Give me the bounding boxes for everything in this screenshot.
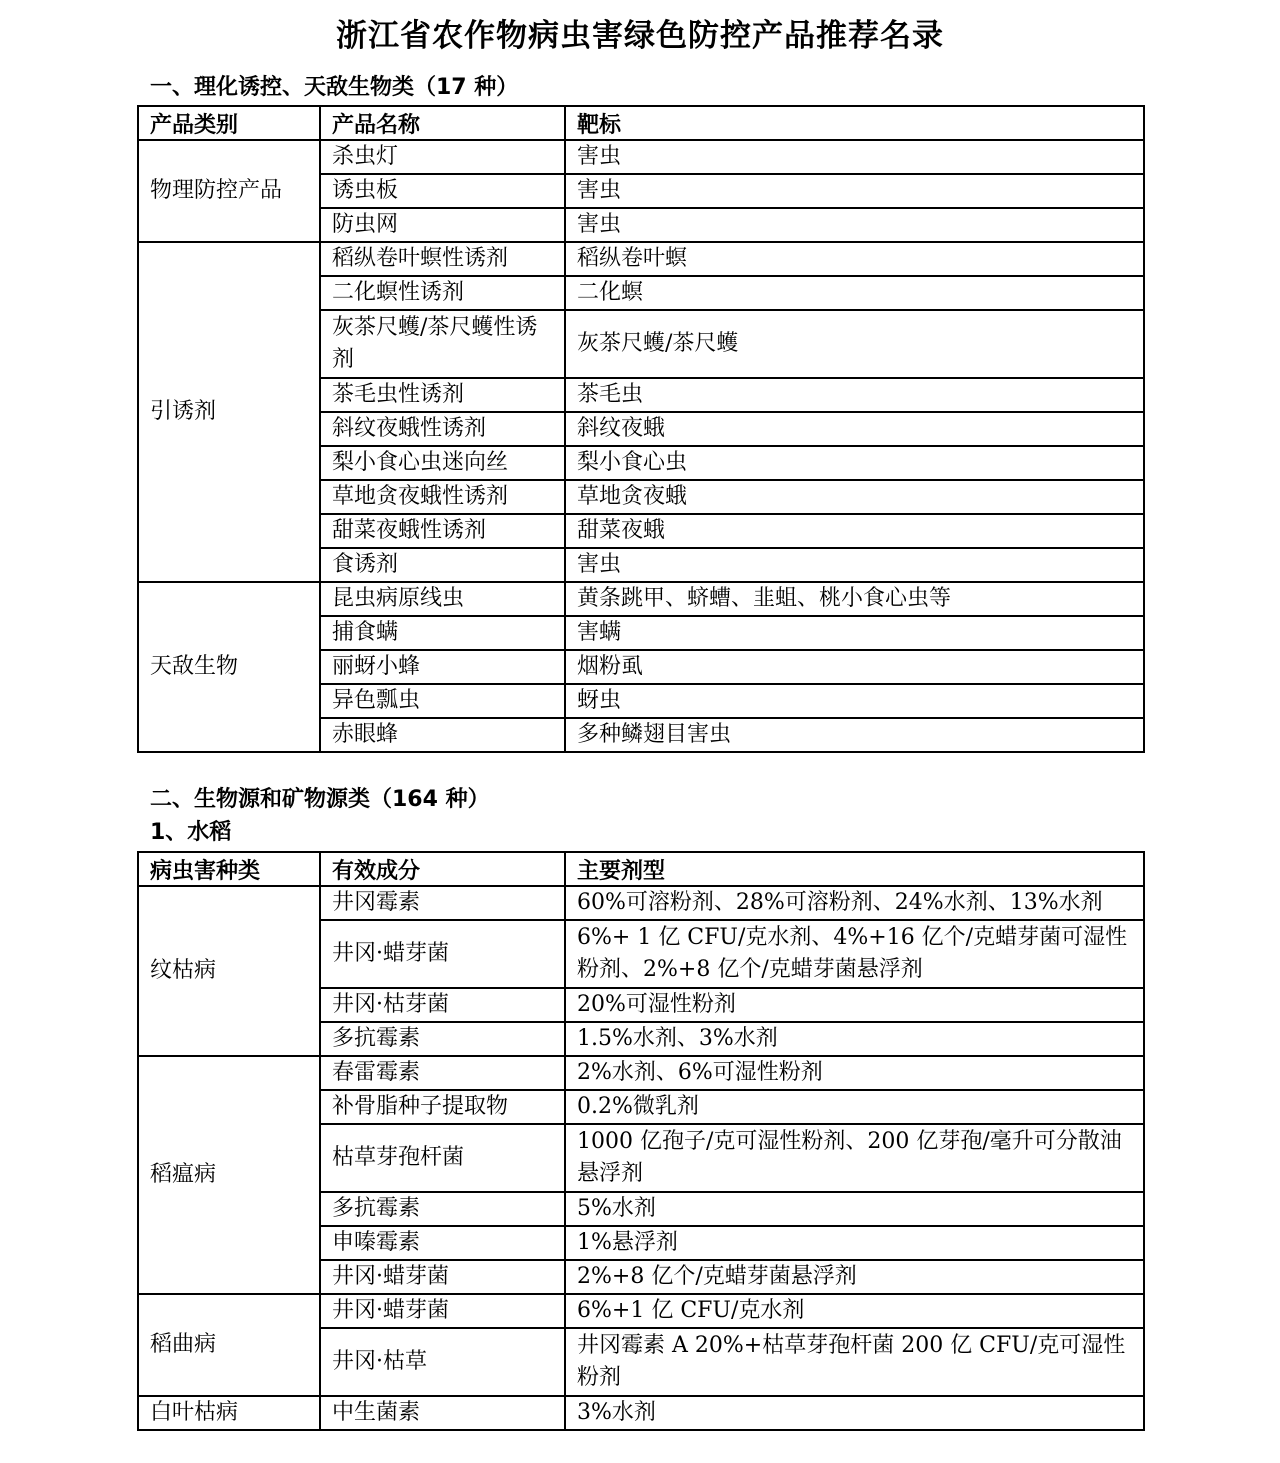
target-cell: 害虫 xyxy=(565,174,1144,208)
ingredient-cell: 井冈·枯芽菌 xyxy=(320,988,565,1022)
header-product-name: 产品名称 xyxy=(320,106,565,140)
ingredient-cell: 井冈·蜡芽菌 xyxy=(320,920,565,988)
formulation-cell: 3%水剂 xyxy=(565,1396,1144,1430)
ingredient-cell: 多抗霉素 xyxy=(320,1022,565,1056)
table-rice-biopesticides xyxy=(137,851,1145,1431)
target-cell: 茶毛虫 xyxy=(565,378,1144,412)
product-name-cell: 草地贪夜蛾性诱剂 xyxy=(320,480,565,514)
ingredient-cell: 井冈·蜡芽菌 xyxy=(320,1294,565,1328)
formulation-cell: 1%悬浮剂 xyxy=(565,1226,1144,1260)
formulation-cell: 6%+1 亿 CFU/克水剂 xyxy=(565,1294,1144,1328)
formulation-cell: 20%可湿性粉剂 xyxy=(565,988,1144,1022)
table-row xyxy=(138,582,1144,616)
target-cell: 害虫 xyxy=(565,140,1144,174)
pest-cell: 稻瘟病 xyxy=(138,1056,320,1294)
target-cell: 灰茶尺蠖/茶尺蠖 xyxy=(565,310,1144,378)
formulation-cell: 2%水剂、6%可湿性粉剂 xyxy=(565,1056,1144,1090)
product-name-cell: 茶毛虫性诱剂 xyxy=(320,378,565,412)
target-cell: 草地贪夜蛾 xyxy=(565,480,1144,514)
header-pest-type: 病虫害种类 xyxy=(138,852,320,886)
ingredient-cell: 申嗪霉素 xyxy=(320,1226,565,1260)
section2-subheading: 1、水稻 xyxy=(150,820,232,845)
table-header-row xyxy=(138,852,1144,886)
target-cell: 斜纹夜蛾 xyxy=(565,412,1144,446)
ingredient-cell: 井冈霉素 xyxy=(320,886,565,920)
header-active-ingredient: 有效成分 xyxy=(320,852,565,886)
section1-heading: 一、理化诱控、天敌生物类（17 种） xyxy=(150,75,519,100)
ingredient-cell: 井冈·枯草 xyxy=(320,1328,565,1396)
table-row xyxy=(138,1056,1144,1090)
product-name-cell: 食诱剂 xyxy=(320,548,565,582)
ingredient-cell: 春雷霉素 xyxy=(320,1056,565,1090)
target-cell: 黄条跳甲、蛴螬、韭蛆、桃小食心虫等 xyxy=(565,582,1144,616)
product-name-cell: 异色瓢虫 xyxy=(320,684,565,718)
target-cell: 多种鳞翅目害虫 xyxy=(565,718,1144,752)
header-target: 靶标 xyxy=(565,106,1144,140)
product-name-cell: 二化螟性诱剂 xyxy=(320,276,565,310)
target-cell: 二化螟 xyxy=(565,276,1144,310)
target-cell: 害虫 xyxy=(565,548,1144,582)
section2-heading: 二、生物源和矿物源类（164 种） xyxy=(150,787,490,812)
target-cell: 稻纵卷叶螟 xyxy=(565,242,1144,276)
target-cell: 甜菜夜蛾 xyxy=(565,514,1144,548)
product-name-cell: 稻纵卷叶螟性诱剂 xyxy=(320,242,565,276)
product-name-cell: 昆虫病原线虫 xyxy=(320,582,565,616)
target-cell: 烟粉虱 xyxy=(565,650,1144,684)
target-cell: 梨小食心虫 xyxy=(565,446,1144,480)
category-cell: 天敌生物 xyxy=(138,582,320,752)
ingredient-cell: 补骨脂种子提取物 xyxy=(320,1090,565,1124)
product-name-cell: 丽蚜小蜂 xyxy=(320,650,565,684)
product-name-cell: 斜纹夜蛾性诱剂 xyxy=(320,412,565,446)
pest-cell: 白叶枯病 xyxy=(138,1396,320,1430)
ingredient-cell: 枯草芽孢杆菌 xyxy=(320,1124,565,1192)
target-cell: 蚜虫 xyxy=(565,684,1144,718)
formulation-cell: 1.5%水剂、3%水剂 xyxy=(565,1022,1144,1056)
target-cell: 害虫 xyxy=(565,208,1144,242)
table-header-row xyxy=(138,106,1144,140)
formulation-cell: 1000 亿孢子/克可湿性粉剂、200 亿芽孢/毫升可分散油悬浮剂 xyxy=(565,1124,1144,1192)
formulation-cell: 6%+ 1 亿 CFU/克水剂、4%+16 亿个/克蜡芽菌可湿性粉剂、2%+8 亿个/克蜡芽菌悬浮剂 xyxy=(565,920,1144,988)
header-category: 产品类别 xyxy=(138,106,320,140)
pest-cell: 纹枯病 xyxy=(138,886,320,1056)
product-name-cell: 防虫网 xyxy=(320,208,565,242)
table-physical-biocontrol xyxy=(137,105,1145,753)
ingredient-cell: 井冈·蜡芽菌 xyxy=(320,1260,565,1294)
product-name-cell: 捕食螨 xyxy=(320,616,565,650)
product-name-cell: 诱虫板 xyxy=(320,174,565,208)
product-name-cell: 赤眼蜂 xyxy=(320,718,565,752)
target-cell: 害螨 xyxy=(565,616,1144,650)
ingredient-cell: 多抗霉素 xyxy=(320,1192,565,1226)
table-row xyxy=(138,1294,1144,1328)
pest-cell: 稻曲病 xyxy=(138,1294,320,1396)
table-row xyxy=(138,140,1144,174)
document-title: 浙江省农作物病虫害绿色防控产品推荐名录 xyxy=(336,18,944,54)
header-formulation: 主要剂型 xyxy=(565,852,1144,886)
ingredient-cell: 中生菌素 xyxy=(320,1396,565,1430)
formulation-cell: 0.2%微乳剂 xyxy=(565,1090,1144,1124)
table-row xyxy=(138,242,1144,276)
product-name-cell: 梨小食心虫迷向丝 xyxy=(320,446,565,480)
table-row xyxy=(138,1396,1144,1430)
formulation-cell: 2%+8 亿个/克蜡芽菌悬浮剂 xyxy=(565,1260,1144,1294)
formulation-cell: 5%水剂 xyxy=(565,1192,1144,1226)
product-name-cell: 甜菜夜蛾性诱剂 xyxy=(320,514,565,548)
category-cell: 引诱剂 xyxy=(138,242,320,582)
product-name-cell: 灰茶尺蠖/茶尺蠖性诱剂 xyxy=(320,310,565,378)
table-row xyxy=(138,886,1144,920)
product-name-cell: 杀虫灯 xyxy=(320,140,565,174)
category-cell: 物理防控产品 xyxy=(138,140,320,242)
formulation-cell: 60%可溶粉剂、28%可溶粉剂、24%水剂、13%水剂 xyxy=(565,886,1144,920)
formulation-cell: 井冈霉素 A 20%+枯草芽孢杆菌 200 亿 CFU/克可湿性粉剂 xyxy=(565,1328,1144,1396)
